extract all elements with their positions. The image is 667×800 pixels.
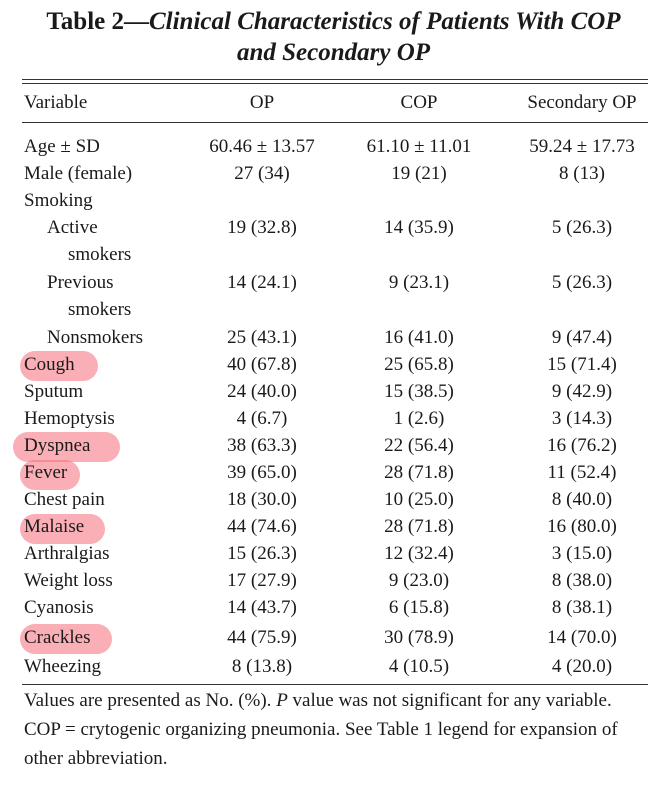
cell-op: 18 (30.0) (227, 489, 297, 510)
cell-secondary-op: 4 (20.0) (551, 656, 613, 677)
header-rule (22, 122, 648, 123)
cell-op: 60.46 ± 13.57 (209, 136, 315, 157)
cell-secondary-op: 5 (26.3) (551, 272, 613, 293)
cell-secondary-op: 5 (26.3) (551, 217, 613, 238)
row-label: Cough (24, 354, 75, 375)
cell-op: 15 (26.3) (227, 543, 297, 564)
col-header-secondary-op: Secondary OP (527, 92, 637, 113)
title-prefix: Table 2 (46, 8, 124, 35)
cell-op: 25 (43.1) (227, 327, 297, 348)
cell-op: 24 (40.0) (227, 381, 297, 402)
row-label-continuation: smokers (68, 299, 132, 320)
cell-secondary-op: 15 (71.4) (547, 354, 617, 375)
row-label: Cyanosis (24, 597, 94, 618)
cell-secondary-op: 11 (52.4) (547, 462, 617, 483)
row-label-continuation: smokers (68, 244, 132, 265)
row-label: Chest pain (24, 489, 105, 510)
cell-cop: 14 (35.9) (384, 217, 454, 238)
row-label: Arthralgias (24, 543, 110, 564)
col-header-op: OP (249, 92, 275, 113)
cell-cop: 28 (71.8) (384, 462, 454, 483)
row-label: Previous (47, 272, 114, 293)
cell-cop: 30 (78.9) (384, 627, 454, 648)
title-line-2: and Secondary OP (236, 39, 431, 66)
cell-secondary-op: 8 (13) (559, 163, 605, 184)
cell-op: 44 (74.6) (227, 516, 297, 537)
cell-cop: 25 (65.8) (384, 354, 454, 375)
cell-cop: 10 (25.0) (384, 489, 454, 510)
bottom-rule (22, 684, 648, 685)
cell-op: 14 (43.7) (227, 597, 297, 618)
cell-secondary-op: 9 (47.4) (551, 327, 613, 348)
row-label: Weight loss (24, 570, 113, 591)
footnote-text-1: Values are presented as No. (%). (24, 690, 277, 711)
cell-secondary-op: 8 (38.0) (551, 570, 613, 591)
cell-op: 27 (34) (234, 163, 290, 184)
top-rule-1 (22, 79, 648, 80)
row-label: Smoking (24, 190, 93, 211)
row-label: Age ± SD (24, 136, 100, 157)
cell-op: 4 (6.7) (236, 408, 288, 429)
cell-cop: 9 (23.0) (388, 570, 450, 591)
cell-op: 17 (27.9) (227, 570, 297, 591)
title-dash: — (123, 8, 149, 35)
row-label: Hemoptysis (24, 408, 115, 429)
cell-secondary-op: 3 (14.3) (551, 408, 613, 429)
row-label: Male (female) (24, 163, 133, 184)
title-text-1: Clinical Characteristics of Patients With COP (148, 8, 621, 35)
cell-cop: 6 (15.8) (388, 597, 450, 618)
row-label: Dyspnea (24, 435, 91, 456)
cell-secondary-op: 14 (70.0) (547, 627, 617, 648)
cell-op: 39 (65.0) (227, 462, 297, 483)
row-label: Active (47, 217, 98, 238)
row-label: Sputum (24, 381, 84, 402)
cell-secondary-op: 3 (15.0) (551, 543, 613, 564)
col-header-variable: Variable (24, 92, 88, 113)
cell-cop: 22 (56.4) (384, 435, 454, 456)
footnote-text-2: value was not significant for any variable. COP = crytogenic organizing pneumonia. See Table 1 legend for expansion of other abbreviation. (24, 690, 618, 769)
row-label: Malaise (24, 516, 85, 537)
cell-secondary-op: 9 (42.9) (551, 381, 613, 402)
cell-op: 38 (63.3) (227, 435, 297, 456)
cell-secondary-op: 16 (80.0) (547, 516, 617, 537)
cell-cop: 9 (23.1) (388, 272, 450, 293)
cell-cop: 19 (21) (391, 163, 447, 184)
table-footnote (24, 686, 652, 773)
cell-op: 8 (13.8) (231, 656, 293, 677)
row-label: Crackles (24, 627, 91, 648)
cell-cop: 28 (71.8) (384, 516, 454, 537)
row-label: Nonsmokers (47, 327, 144, 348)
cell-secondary-op: 8 (40.0) (551, 489, 613, 510)
cell-cop: 16 (41.0) (384, 327, 454, 348)
cell-secondary-op: 59.24 ± 17.73 (529, 136, 635, 157)
cell-cop: 61.10 ± 11.01 (366, 136, 472, 157)
cell-secondary-op: 16 (76.2) (547, 435, 617, 456)
cell-cop: 15 (38.5) (384, 381, 454, 402)
col-header-cop: COP (400, 92, 438, 113)
row-label: Wheezing (24, 656, 102, 677)
table-title (0, 6, 667, 68)
cell-op: 19 (32.8) (227, 217, 297, 238)
cell-cop: 4 (10.5) (388, 656, 450, 677)
cell-op: 40 (67.8) (227, 354, 297, 375)
row-label: Fever (24, 462, 68, 483)
cell-cop: 1 (2.6) (393, 408, 445, 429)
cell-secondary-op: 8 (38.1) (551, 597, 613, 618)
footnote-italic-p: P (276, 690, 288, 711)
cell-op: 14 (24.1) (227, 272, 297, 293)
cell-op: 44 (75.9) (227, 627, 297, 648)
title-line-1 (0, 6, 667, 37)
top-rule-2 (22, 83, 648, 84)
cell-cop: 12 (32.4) (384, 543, 454, 564)
